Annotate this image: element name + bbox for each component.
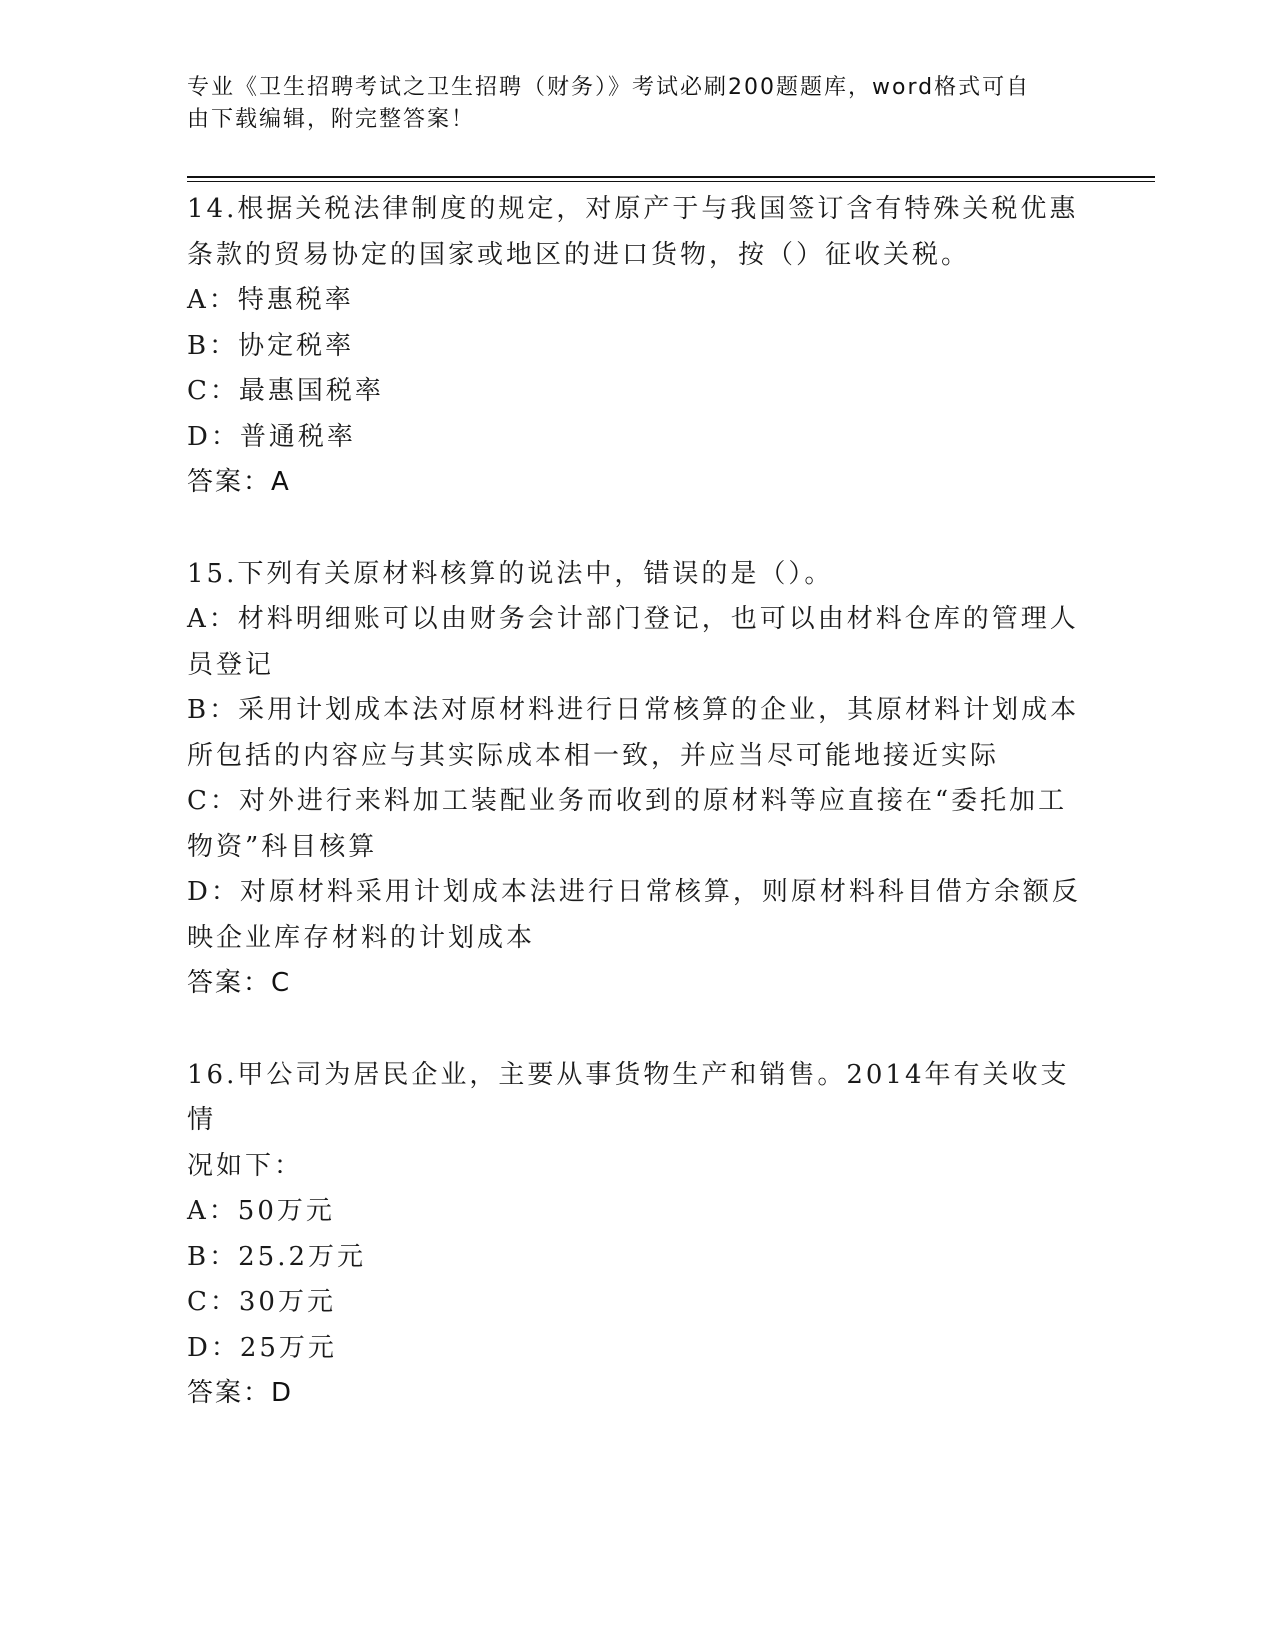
- answer-line: 答案：D: [187, 1378, 294, 1408]
- question-14: [187, 187, 1087, 506]
- option-a: A：50万元: [187, 1196, 335, 1226]
- option-a: A：特惠税率: [187, 285, 354, 315]
- answer-line: 答案：C: [187, 968, 292, 998]
- question-stem-line: 条款的贸易协定的国家或地区的进口货物，按（）征收关税。: [187, 239, 971, 270]
- option-a-continued: 员登记: [187, 649, 275, 680]
- intro-line: 由下载编辑，附完整答案！: [187, 107, 476, 132]
- option-b: B：协定税率: [187, 330, 355, 361]
- option-d-continued: 映企业库存材料的计划成本: [187, 922, 536, 953]
- header-divider-thick: [187, 176, 1155, 178]
- header-divider-thin: [187, 181, 1155, 182]
- option-d: D：普通税率: [187, 421, 356, 452]
- question-spacer: [187, 1007, 1087, 1053]
- question-spacer: [187, 506, 1087, 552]
- intro-line: 专业《卫生招聘考试之卫生招聘（财务）》考试必刷200题题库，word格式可自: [187, 75, 1031, 100]
- question-stem-line: 15.下列有关原材料核算的说法中，错误的是（）。: [187, 558, 834, 589]
- question-15: [187, 552, 1087, 1007]
- question-stem-line: 14.根据关税法律制度的规定，对原产于与我国签订含有特殊关税优惠: [187, 194, 1079, 224]
- option-c: C：最惠国税率: [187, 376, 384, 406]
- document-intro: [187, 72, 1067, 136]
- option-d: D：对原材料采用计划成本法进行日常核算，则原材料科目借方余额反: [187, 877, 1081, 907]
- option-c: C：对外进行来料加工装配业务而收到的原材料等应直接在“委托加工: [187, 786, 1068, 816]
- option-b: B：采用计划成本法对原材料进行日常核算的企业，其原材料计划成本: [187, 695, 1080, 725]
- option-a: A：材料明细账可以由财务会计部门登记，也可以由材料仓库的管理人: [187, 604, 1079, 634]
- option-b-continued: 所包括的内容应与其实际成本相一致，并应当尽可能地接近实际: [187, 740, 1000, 771]
- option-d: D：25万元: [187, 1332, 337, 1363]
- question-list: [187, 187, 1087, 1417]
- option-b: B：25.2万元: [187, 1241, 366, 1272]
- question-stem-line: 况如下：: [187, 1150, 304, 1181]
- option-c: C：30万元: [187, 1287, 336, 1317]
- question-stem-line: 16.甲公司为居民企业，主要从事货物生产和销售。2014年有关收支情: [187, 1059, 1070, 1135]
- answer-line: 答案：A: [187, 467, 291, 497]
- question-16: [187, 1053, 1087, 1417]
- option-c-continued: 物资”科目核算: [187, 831, 378, 862]
